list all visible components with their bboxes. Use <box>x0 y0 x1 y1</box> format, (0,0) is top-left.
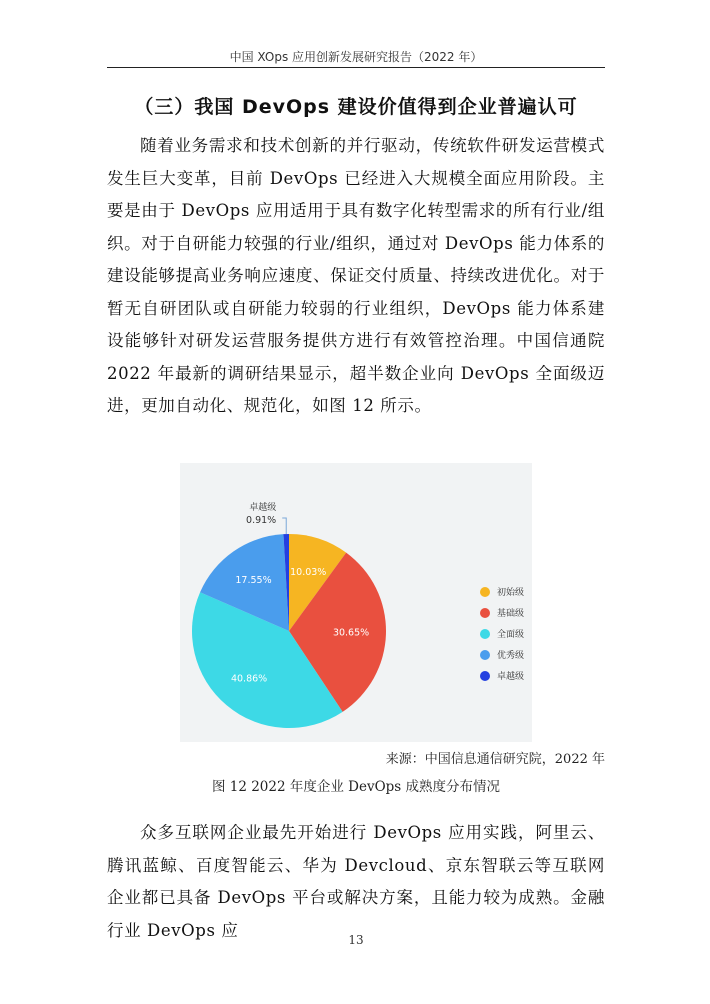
chart-legend <box>480 581 524 686</box>
legend-swatch <box>480 629 490 639</box>
legend-item-1 <box>480 602 524 623</box>
body-paragraph-1: 随着业务需求和技术创新的并行驱动，传统软件研发运营模式发生巨大变革，目前 DevOps 已经进入大规模全面应用阶段。主要是由于 DevOps 应用适用于具有数字化转型需求的所有行业/组织。对于自研能力较强的行业/组织，通过对 DevOps 能力体系的建设能够提高业务响应速度、保证交付质量、持续改进优化。对于暂无自研团队或自研能力较弱的行业组织，DevOps 能力体系建设能够针对研发运营服务提供方进行有效管控治理。中国信通院 2022 年最新的调研结果显示，超半数企业向 DevOps 全面级迈进，更加自动化、规范化，如图 12 所示。 <box>107 136 605 415</box>
pie-chart-panel <box>180 463 532 742</box>
pie-data-label-4: 0.91% <box>246 515 277 527</box>
pie-data-label-2: 40.86% <box>230 673 268 685</box>
page-number: 13 <box>348 933 364 947</box>
chart-source: 来源：中国信息通信研究院，2022 年 <box>385 752 605 767</box>
body-paragraph-2: 众多互联网企业最先开始进行 DevOps 应用实践，阿里云、腾讯蓝鲸、百度智能云、华为 Devcloud、京东智联云等互联网企业都已具备 DevOps 平台或解决方案，且能力较为成熟。金融行业 DevOps 应 <box>107 823 605 940</box>
legend-label: 全面级 <box>497 630 525 640</box>
pie-data-label-1: 30.65% <box>332 627 370 639</box>
legend-swatch <box>480 587 490 597</box>
figure-caption: 图 12 2022 年度企业 DevOps 成熟度分布情况 <box>211 779 501 795</box>
legend-item-4 <box>480 665 524 686</box>
legend-swatch <box>480 671 490 681</box>
legend-item-2 <box>480 623 524 644</box>
callout-category-label: 卓越级 <box>249 503 277 514</box>
legend-label: 优秀级 <box>497 651 525 661</box>
header-rule <box>107 67 605 68</box>
legend-label: 初始级 <box>497 588 525 598</box>
pie-data-label-3: 17.55% <box>235 575 272 587</box>
legend-swatch <box>480 650 490 660</box>
running-header: 中国 XOps 应用创新发展研究报告（2022 年） <box>229 50 483 64</box>
pie-data-label-0: 10.03% <box>290 566 327 578</box>
callout-line <box>282 518 286 534</box>
legend-item-0 <box>480 581 524 602</box>
legend-item-3 <box>480 644 524 665</box>
section-title: （三）我国 DevOps 建设价值得到企业普遍认可 <box>134 96 578 118</box>
legend-label: 卓越级 <box>497 672 525 682</box>
legend-label: 基础级 <box>497 609 525 619</box>
legend-swatch <box>480 608 490 618</box>
